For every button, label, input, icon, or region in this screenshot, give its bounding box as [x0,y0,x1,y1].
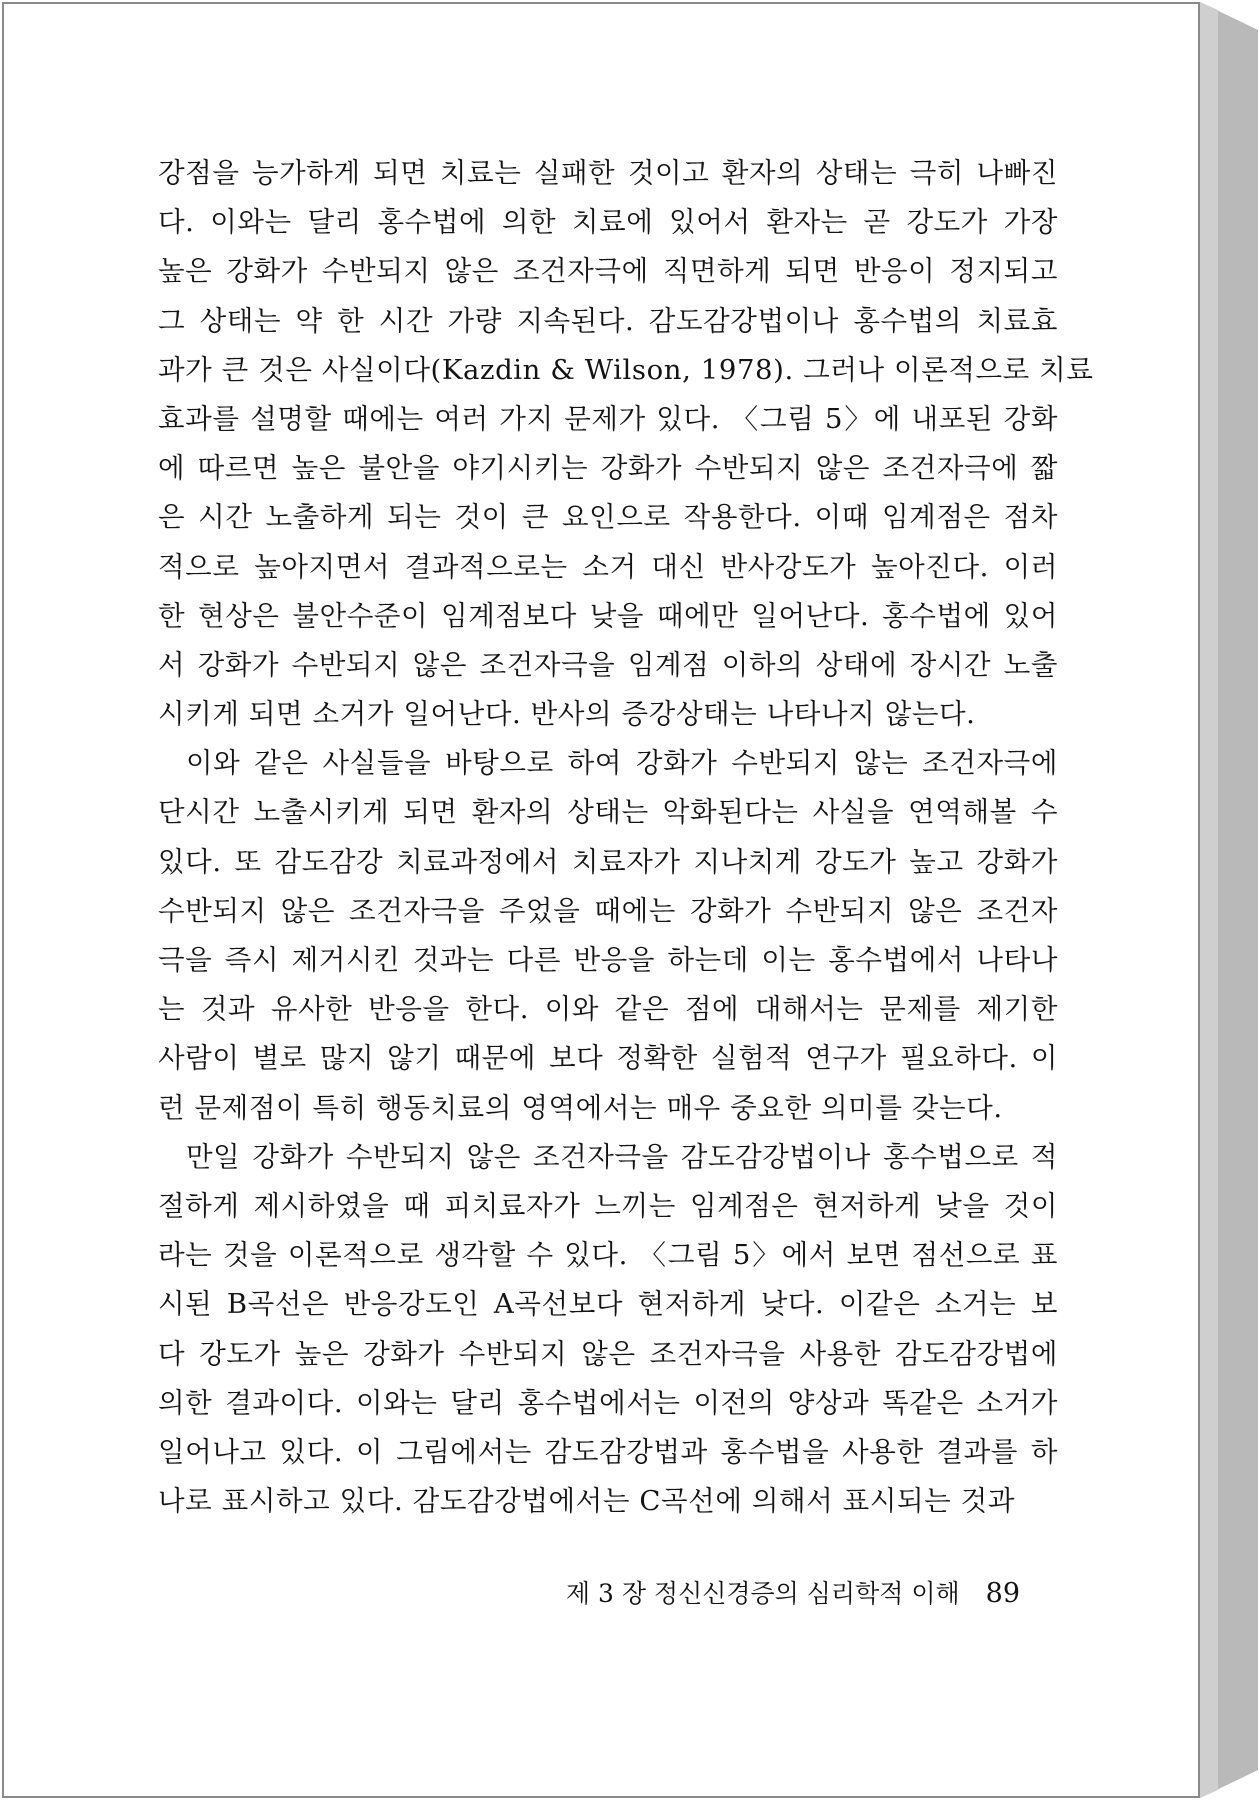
text-line: 라는 것을 이론적으로 생각할 수 있다. 〈그림 5〉에서 보면 점선으로 표 [158,1239,1058,1272]
text-line: 의한 결과이다. 이와는 달리 홍수법에서는 이전의 양상과 똑같은 소거가 [158,1386,1058,1419]
text-line: 시키게 되면 소거가 일어난다. 반사의 증강상태는 나타나지 않는다. [158,698,976,731]
text-line: 높은 강화가 수반되지 않은 조건자극에 직면하게 되면 반응이 정지되고 [158,255,1058,288]
page-footer [560,1574,1020,1610]
text-line: 사람이 별로 많지 않기 때문에 보다 정확한 실험적 연구가 필요하다. 이 [158,1042,1058,1075]
text-line: 나로 표시하고 있다. 감도감강법에서는 C곡선에 의해서 표시되는 것과 [158,1485,1015,1518]
text-line: 서 강화가 수반되지 않은 조건자극을 임계점 이하의 상태에 장시간 노출 [158,648,1058,681]
text-line: 는 것과 유사한 반응을 한다. 이와 같은 점에 대해서는 문제를 제기한 [158,993,1058,1026]
text-line: 은 시간 노출하게 되는 것이 큰 요인으로 작용한다. 이때 임계점은 점차 [158,501,1058,534]
body-text [158,149,1094,1526]
text-line: 있다. 또 감도감강 치료과정에서 치료자가 지나치게 강도가 높고 강화가 [158,845,1058,878]
text-line: 그 상태는 약 한 시간 가량 지속된다. 감도감강법이나 홍수법의 치료효 [158,304,1058,337]
text-line: 이와 같은 사실들을 바탕으로 하여 강화가 수반되지 않는 조건자극에 [186,747,1058,780]
text-line: 다. 이와는 달리 홍수법에 의한 치료에 있어서 환자는 곧 강도가 가장 [158,206,1058,239]
page-number: 89 [985,1578,1020,1609]
running-head: 제 3 장 정신신경증의 심리학적 이해 [565,1579,960,1608]
text-line: 에 따르면 높은 불안을 야기시키는 강화가 수반되지 않은 조건자극에 짧 [158,452,1058,485]
text-line: 단시간 노출시키게 되면 환자의 상태는 악화된다는 사실을 연역해볼 수 [158,796,1058,829]
text-line: 적으로 높아지면서 결과적으로는 소거 대신 반사강도가 높아진다. 이러 [158,550,1058,583]
text-line: 극을 즉시 제거시킨 것과는 다른 반응을 하는데 이는 홍수법에서 나타나 [158,944,1058,976]
text-line: 효과를 설명할 때에는 여러 가지 문제가 있다. 〈그림 5〉에 내포된 강화 [158,402,1058,435]
paragraph [158,149,1094,739]
text-line: 강점을 능가하게 되면 치료는 실패한 것이고 환자의 상태는 극히 나빠진 [158,157,1058,189]
text-line: 만일 강화가 수반되지 않은 조건자극을 감도감강법이나 홍수법으로 적 [186,1140,1058,1173]
text-line: 한 현상은 불안수준이 임계점보다 낮을 때에만 일어난다. 홍수법에 있어 [158,599,1058,632]
text-line: 런 문제점이 특히 행동치료의 영역에서는 매우 중요한 의미를 갖는다. [158,1091,1003,1124]
text-line: 수반되지 않은 조건자극을 주었을 때에는 강화가 수반되지 않은 조건자 [158,894,1058,927]
text-line: 과가 큰 것은 사실이다(Kazdin & Wilson, 1978). 그러나 이론적으로 치료 [158,353,1094,386]
page-edge-shading [1200,2,1258,1798]
text-line: 일어나고 있다. 이 그림에서는 감도감강법과 홍수법을 사용한 결과를 하 [158,1435,1058,1468]
text-line: 다 강도가 높은 강화가 수반되지 않은 조건자극을 사용한 감도감강법에 [158,1337,1058,1370]
paragraph [158,1133,1058,1527]
text-line: 절하게 제시하였을 때 피치료자가 느끼는 임계점은 현저하게 낮을 것이 [158,1189,1058,1222]
text-line: 시된 B곡선은 반응강도인 A곡선보다 현저하게 낮다. 이같은 소거는 보 [158,1288,1058,1321]
paragraph [158,739,1058,1133]
